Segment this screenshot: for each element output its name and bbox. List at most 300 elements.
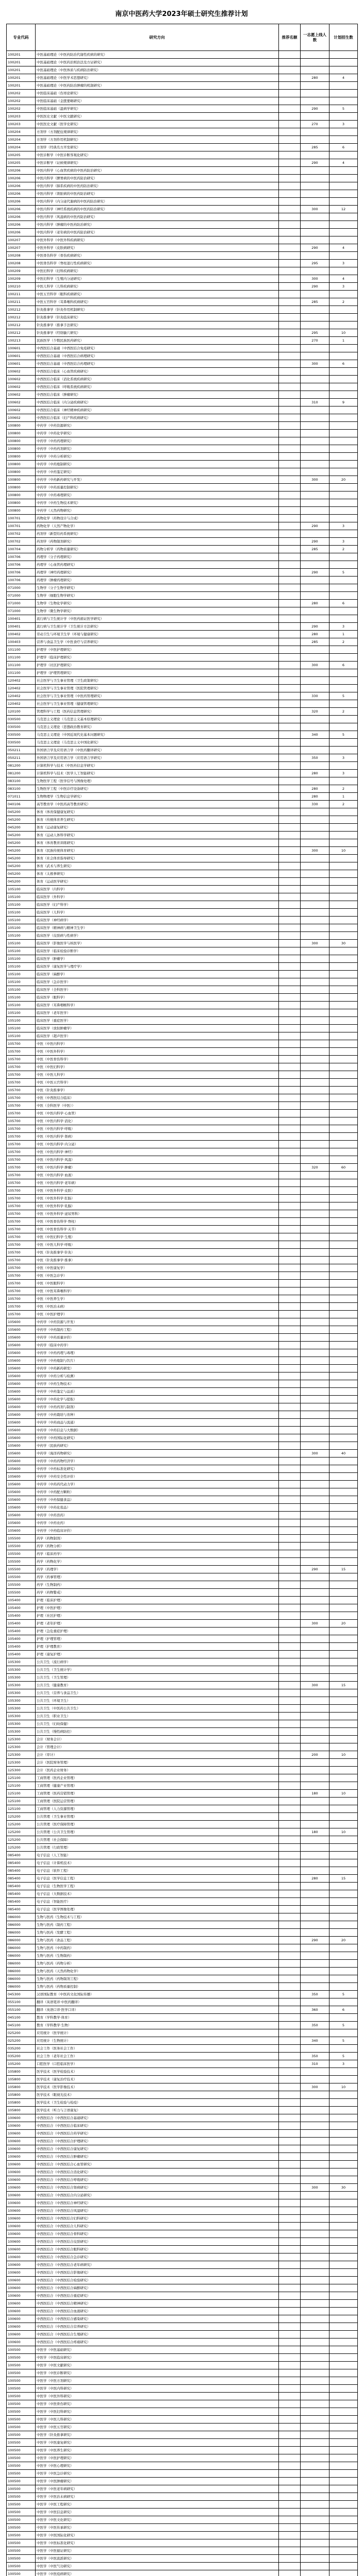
cell-num1 — [279, 592, 301, 599]
cell-direction: 电子信息（医学图像处理） — [36, 1906, 279, 1913]
cell-num1 — [279, 337, 301, 344]
cell-code: 085400 — [7, 1890, 36, 1897]
cell-code: 105700 — [7, 1063, 36, 1071]
cell-num1 — [279, 1326, 301, 1333]
cell-num2 — [301, 1512, 329, 1519]
cell-num3 — [329, 198, 357, 205]
cell-code: 105700 — [7, 1079, 36, 1086]
cell-code: 105400 — [7, 1597, 36, 1604]
table-row — [7, 1403, 357, 1411]
cell-num1 — [279, 2516, 301, 2523]
cell-num2 — [301, 2215, 329, 2222]
cell-num2 — [301, 577, 329, 584]
cell-num3 — [329, 2323, 357, 2330]
cell-code: 030500 — [7, 716, 36, 723]
cell-direction: 中医骨伤科学（脊柱退行性疾病研究） — [36, 260, 279, 267]
cell-num2 — [301, 1009, 329, 1016]
cell-direction: 中药学（中药化妆品） — [36, 1504, 279, 1511]
cell-num2 — [301, 893, 329, 901]
cell-direction: 中医五官科学（耳鼻喉科疾病研究） — [36, 298, 279, 306]
table-row — [7, 569, 357, 577]
cell-direction: 电子信息（生物医学工程） — [36, 1883, 279, 1890]
table-row — [7, 1334, 357, 1342]
cell-num3 — [329, 2416, 357, 2423]
cell-num1 — [279, 1944, 301, 1952]
cell-num2 — [301, 1589, 329, 1596]
cell-num1 — [279, 824, 301, 831]
cell-direction: 中药学（中药配方颗粒） — [36, 1488, 279, 1496]
cell-num1 — [279, 940, 301, 947]
cell-code: 100602 — [7, 383, 36, 391]
cell-num2 — [301, 461, 329, 468]
cell-direction: 方剂学（方剂配伍规律研究） — [36, 128, 279, 135]
cell-num3 — [329, 2145, 357, 2153]
cell-num3 — [329, 1202, 357, 1210]
cell-num2 — [301, 1743, 329, 1751]
table-row — [7, 909, 357, 917]
cell-num3 — [329, 1473, 357, 1480]
table-row — [7, 383, 357, 391]
cell-code: 100403 — [7, 638, 36, 646]
cell-num2 — [301, 1257, 329, 1264]
cell-num2: 350 — [301, 1991, 329, 1998]
cell-code: 101100 — [7, 669, 36, 676]
cell-num1 — [279, 731, 301, 738]
cell-code: 105600 — [7, 1434, 36, 1442]
cell-num1 — [279, 1651, 301, 1658]
cell-num3 — [329, 646, 357, 653]
cell-num3 — [329, 1372, 357, 1380]
cell-num3 — [329, 484, 357, 491]
cell-num2 — [301, 236, 329, 244]
cell-num1 — [279, 909, 301, 916]
cell-num2 — [301, 808, 329, 816]
table-row — [7, 453, 357, 461]
recommendation-table — [6, 24, 358, 2576]
table-row — [7, 2215, 357, 2223]
cell-num1 — [279, 2060, 301, 2067]
cell-direction: 中药学（中药化学与提取） — [36, 1396, 279, 1403]
table-row — [7, 1828, 357, 1836]
table-row — [7, 2145, 357, 2153]
table-row — [7, 1442, 357, 1450]
table-row — [7, 1620, 357, 1628]
cell-direction: 针灸推拿学（针灸临床研究） — [36, 314, 279, 321]
cell-num1 — [279, 963, 301, 970]
cell-num2: 280 — [301, 600, 329, 607]
cell-num2 — [301, 2091, 329, 2098]
cell-code: 105800 — [7, 2099, 36, 2106]
cell-num3 — [329, 2107, 357, 2114]
cell-num3 — [329, 1326, 357, 1333]
cell-num2 — [301, 2176, 329, 2183]
cell-direction: 中医基础理论（中医体质与疾病防治研究） — [36, 66, 279, 74]
cell-num2 — [301, 499, 329, 506]
cell-num2 — [301, 1079, 329, 1086]
cell-num1 — [279, 1427, 301, 1434]
cell-num3 — [329, 1929, 357, 1936]
cell-direction: 药物分析学（药物质量研究） — [36, 546, 279, 553]
cell-num2 — [301, 2369, 329, 2377]
cell-num3 — [329, 530, 357, 537]
cell-num2 — [301, 1473, 329, 1480]
cell-direction: 教育（学科教学·体育） — [36, 2014, 279, 2021]
cell-code: 105600 — [7, 1349, 36, 1357]
cell-code: 100206 — [7, 213, 36, 221]
cell-direction: 民族医学（少数民族医药研究） — [36, 337, 279, 344]
table-row — [7, 708, 357, 716]
cell-num2 — [301, 1628, 329, 1635]
cell-direction: 工商管理（医药营销管理） — [36, 1790, 279, 1797]
cell-direction: 社会医学与卫生事业管理（中医药管理研究） — [36, 692, 279, 700]
cell-num2 — [301, 2138, 329, 2145]
cell-num1 — [279, 1527, 301, 1534]
cell-code: 100602 — [7, 376, 36, 383]
cell-code: 100401 — [7, 623, 36, 630]
cell-num3 — [329, 2099, 357, 2106]
table-row — [7, 584, 357, 592]
cell-direction: 方剂学（方剂作用机制研究） — [36, 136, 279, 143]
cell-code: 100600 — [7, 2308, 36, 2315]
cell-num3 — [329, 2300, 357, 2307]
cell-num3 — [329, 2068, 357, 2075]
cell-num3: 3 — [342, 284, 345, 289]
table-row — [7, 1543, 357, 1550]
cell-num1 — [279, 414, 301, 421]
table-row — [7, 1612, 357, 1620]
cell-direction: 中西医结合临床（消化系统疾病研究） — [36, 376, 279, 383]
cell-code: 100600 — [7, 2238, 36, 2245]
table-row — [7, 1280, 357, 1287]
table-row — [7, 1148, 357, 1156]
cell-direction: 社会医学与卫生事业管理（健康管理研究） — [36, 700, 279, 707]
column-header-code: 专业代码 — [7, 24, 36, 50]
cell-code: 100206 — [7, 175, 36, 182]
table-row — [7, 1226, 357, 1233]
cell-code: 100800 — [7, 430, 36, 437]
cell-direction: 会计（财务会计） — [36, 1736, 279, 1743]
cell-num1 — [279, 2369, 301, 2377]
cell-num1 — [279, 2416, 301, 2423]
cell-direction: 公共卫生（营养与食品卫生） — [36, 1689, 279, 1697]
cell-direction: 方剂学（经典名方开发研究） — [36, 144, 279, 151]
cell-num3 — [329, 1689, 357, 1697]
cell-direction: 中医学（中医诊断研究） — [36, 2369, 279, 2377]
cell-num2: 350 — [301, 2022, 329, 2029]
table-row — [7, 2091, 357, 2099]
cell-num3 — [329, 2269, 357, 2276]
cell-code: 086000 — [7, 1913, 36, 1921]
cell-num2: 280 — [301, 631, 329, 638]
cell-code: 100600 — [7, 2199, 36, 2207]
table-row — [7, 159, 357, 167]
cell-code: 105500 — [7, 1566, 36, 1573]
cell-code: 105100 — [7, 886, 36, 893]
table-row — [7, 59, 357, 66]
cell-code: 105700 — [7, 1133, 36, 1140]
cell-direction: 中医学（中医心理研究） — [36, 2462, 279, 2469]
cell-num3 — [329, 1697, 357, 1704]
cell-num1 — [279, 1697, 301, 1704]
cell-direction: 马克思主义理论（马克思主义基本原理研究） — [36, 716, 279, 723]
cell-code: 100201 — [7, 74, 36, 81]
cell-num2 — [301, 2377, 329, 2384]
table-row — [7, 74, 357, 82]
cell-num1 — [279, 1496, 301, 1503]
cell-direction: 护理学（护理管理研究） — [36, 669, 279, 676]
cell-direction: 药学（药物制剂） — [36, 1535, 279, 1542]
cell-direction: 临床医学（超声医学） — [36, 1032, 279, 1040]
cell-num3 — [329, 1396, 357, 1403]
cell-num3 — [329, 1195, 357, 1202]
cell-num1 — [279, 51, 301, 58]
cell-direction: 中医（中医养生学） — [36, 1295, 279, 1302]
cell-num2 — [301, 901, 329, 908]
cell-num3 — [329, 1481, 357, 1488]
cell-num3 — [329, 1334, 357, 1341]
cell-num2 — [301, 2300, 329, 2307]
table-row — [7, 1117, 357, 1125]
cell-code: 105600 — [7, 1411, 36, 1418]
table-row — [7, 275, 357, 283]
cell-num3 — [329, 1465, 357, 1472]
cell-direction: 中西医结合（中西医结合肾病研究） — [36, 2184, 279, 2191]
cell-direction: 中药学（中药栽培与育种） — [36, 1411, 279, 1418]
cell-num2 — [301, 1883, 329, 1890]
table-row — [7, 947, 357, 955]
cell-num1 — [279, 128, 301, 135]
cell-num1 — [279, 2315, 301, 2323]
cell-num2 — [301, 2385, 329, 2392]
cell-direction: 中医学（中医文化研究） — [36, 2516, 279, 2523]
cell-num3 — [329, 1002, 357, 1009]
cell-direction: 电子信息（软件工程） — [36, 1867, 279, 1874]
cell-code: 105100 — [7, 947, 36, 955]
cell-code: 105600 — [7, 1512, 36, 1519]
table-row — [7, 51, 357, 59]
cell-num3 — [329, 1913, 357, 1921]
cell-code: 045200 — [7, 855, 36, 862]
cell-num3 — [329, 136, 357, 143]
cell-code: 105200 — [7, 2060, 36, 2067]
cell-num3 — [329, 1226, 357, 1233]
cell-code: 105700 — [7, 1094, 36, 1101]
cell-num2 — [301, 2253, 329, 2261]
cell-code: 035200 — [7, 2053, 36, 2060]
cell-num3 — [329, 1821, 357, 1828]
table-row — [7, 1427, 357, 1434]
cell-num1 — [279, 2076, 301, 2083]
cell-num2 — [301, 1689, 329, 1697]
cell-direction: 临床医学（外科学） — [36, 893, 279, 901]
table-row — [7, 360, 357, 368]
table-row — [7, 1102, 357, 1110]
cell-code: 040106 — [7, 801, 36, 808]
cell-num1 — [279, 484, 301, 491]
cell-code: 100500 — [7, 2408, 36, 2415]
cell-num3: 2 — [342, 547, 345, 551]
cell-num1 — [279, 1836, 301, 1843]
cell-num1 — [279, 1682, 301, 1689]
cell-code: 100206 — [7, 182, 36, 190]
table-row — [7, 2300, 357, 2308]
table-row — [7, 213, 357, 221]
cell-direction: 中医学（中医信息研究） — [36, 2509, 279, 2516]
cell-num3 — [329, 2377, 357, 2384]
table-row — [7, 685, 357, 692]
cell-num2: 290 — [301, 283, 329, 290]
cell-direction: 中医学（中医五官研究） — [36, 2424, 279, 2431]
cell-direction: 工商管理（健康产业管理） — [36, 1782, 279, 1789]
cell-num1 — [279, 739, 301, 746]
cell-code: 125100 — [7, 1782, 36, 1789]
cell-num2: 290 — [301, 538, 329, 545]
table-row — [7, 754, 357, 762]
cell-direction: 中医（中医内科学·心血管） — [36, 1110, 279, 1117]
table-row — [7, 2315, 357, 2323]
cell-direction: 中药学（海洋药物研究） — [36, 1450, 279, 1457]
cell-code: 105400 — [7, 1651, 36, 1658]
cell-num1 — [279, 2300, 301, 2307]
cell-num2 — [301, 1110, 329, 1117]
cell-num3 — [329, 2539, 357, 2547]
cell-num2 — [301, 406, 329, 414]
cell-num1 — [279, 252, 301, 259]
cell-direction: 电子信息（计算机技术） — [36, 1859, 279, 1867]
cell-code: 105600 — [7, 1496, 36, 1503]
cell-num3 — [329, 971, 357, 978]
table-row — [7, 136, 357, 144]
cell-num2: 320 — [301, 708, 329, 715]
cell-num1 — [279, 1233, 301, 1241]
cell-direction: 中西医结合（中西医结合检验研究） — [36, 2277, 279, 2284]
cell-num2: 300 — [301, 360, 329, 367]
cell-num1 — [279, 1720, 301, 1727]
table-row — [7, 886, 357, 893]
cell-num2 — [301, 2408, 329, 2415]
cell-code: 105600 — [7, 1396, 36, 1403]
cell-num1 — [279, 2493, 301, 2500]
cell-num3 — [329, 1488, 357, 1496]
cell-direction: 体育（武术与养生研究） — [36, 862, 279, 870]
cell-num1 — [279, 2539, 301, 2547]
table-row — [7, 1674, 357, 1682]
cell-num2 — [301, 1674, 329, 1681]
cell-direction: 中西医结合（中西医结合眼科研究） — [36, 2246, 279, 2253]
cell-num1 — [279, 1195, 301, 1202]
cell-code: 100500 — [7, 2478, 36, 2485]
table-row — [7, 2362, 357, 2369]
cell-direction: 流行病与卫生统计学（中医药循证医学研究） — [36, 615, 279, 622]
table-row — [7, 2246, 357, 2253]
table-row — [7, 2501, 357, 2509]
cell-direction: 公共卫生（中医药公共卫生） — [36, 1705, 279, 1712]
table-row — [7, 2068, 357, 2076]
table-row — [7, 2416, 357, 2424]
cell-direction: 教育（学科教学·生物） — [36, 2022, 279, 2029]
cell-num2 — [301, 1952, 329, 1959]
cell-code: 105100 — [7, 893, 36, 901]
cell-num1 — [279, 1087, 301, 1094]
cell-code: 105700 — [7, 1210, 36, 1217]
cell-direction: 药学（药理学） — [36, 1566, 279, 1573]
table-row — [7, 515, 357, 522]
cell-num1 — [279, 97, 301, 105]
table-row — [7, 824, 357, 832]
cell-num2: 300 — [301, 2083, 329, 2091]
cell-direction: 公共卫生（慢性病防控） — [36, 1728, 279, 1735]
cell-direction: 计算机科学与技术（中医药信息学研究） — [36, 762, 279, 769]
cell-num3 — [329, 1056, 357, 1063]
cell-direction: 马克思主义理论（思想政治教育研究） — [36, 723, 279, 731]
table-row — [7, 1867, 357, 1875]
cell-num1 — [279, 1998, 301, 2006]
cell-num2 — [301, 2161, 329, 2168]
cell-num2 — [301, 777, 329, 785]
cell-direction: 中医学（中医气功研究） — [36, 2563, 279, 2570]
cell-code: 105100 — [7, 963, 36, 970]
cell-code: 085400 — [7, 1906, 36, 1913]
cell-num1 — [279, 1890, 301, 1897]
cell-direction: 中医基础理论（中医学术思想研究） — [36, 74, 279, 81]
table-row — [7, 2277, 357, 2284]
cell-num2 — [301, 291, 329, 298]
cell-direction: 中医学（中医循证研究） — [36, 2547, 279, 2554]
cell-direction: 中医（针灸推拿学） — [36, 1087, 279, 1094]
table-row — [7, 700, 357, 708]
cell-num3 — [329, 1380, 357, 1387]
cell-num2 — [301, 2338, 329, 2346]
cell-num1 — [279, 321, 301, 329]
cell-code: 100203 — [7, 121, 36, 128]
cell-num3 — [329, 51, 357, 58]
cell-direction: 中医（中医妇科学） — [36, 1063, 279, 1071]
cell-num2 — [301, 2416, 329, 2423]
table-row — [7, 1535, 357, 1543]
cell-num3 — [329, 445, 357, 452]
table-row — [7, 747, 357, 754]
cell-num2 — [301, 1968, 329, 1975]
cell-code: 100500 — [7, 2539, 36, 2547]
cell-num1 — [279, 314, 301, 321]
cell-code: 100602 — [7, 391, 36, 398]
cell-num2: 310 — [301, 2060, 329, 2067]
cell-code: 105700 — [7, 1226, 36, 1233]
table-row — [7, 1233, 357, 1241]
table-row — [7, 1125, 357, 1133]
cell-code: 125100 — [7, 1805, 36, 1812]
cell-code: 105700 — [7, 1164, 36, 1171]
cell-direction: 中西医结合基础（中西医结合免疫研究） — [36, 345, 279, 352]
cell-num1 — [279, 399, 301, 406]
cell-direction: 临床医学（老年医学） — [36, 1009, 279, 1016]
table-row — [7, 1141, 357, 1148]
cell-direction: 中医（中医儿科学） — [36, 1071, 279, 1078]
cell-num3 — [329, 832, 357, 839]
cell-code: 086000 — [7, 1929, 36, 1936]
cell-code: 100210 — [7, 283, 36, 290]
cell-code: 045200 — [7, 878, 36, 885]
cell-num3 — [329, 1025, 357, 1032]
table-header — [7, 24, 357, 51]
cell-num3 — [329, 1535, 357, 1542]
cell-direction: 中西医结合（中西医结合肿瘤研究） — [36, 2153, 279, 2160]
table-row — [7, 1434, 357, 1442]
cell-num1 — [279, 105, 301, 112]
cell-code: 105100 — [7, 917, 36, 924]
cell-num2 — [301, 886, 329, 893]
cell-num1 — [279, 1473, 301, 1480]
